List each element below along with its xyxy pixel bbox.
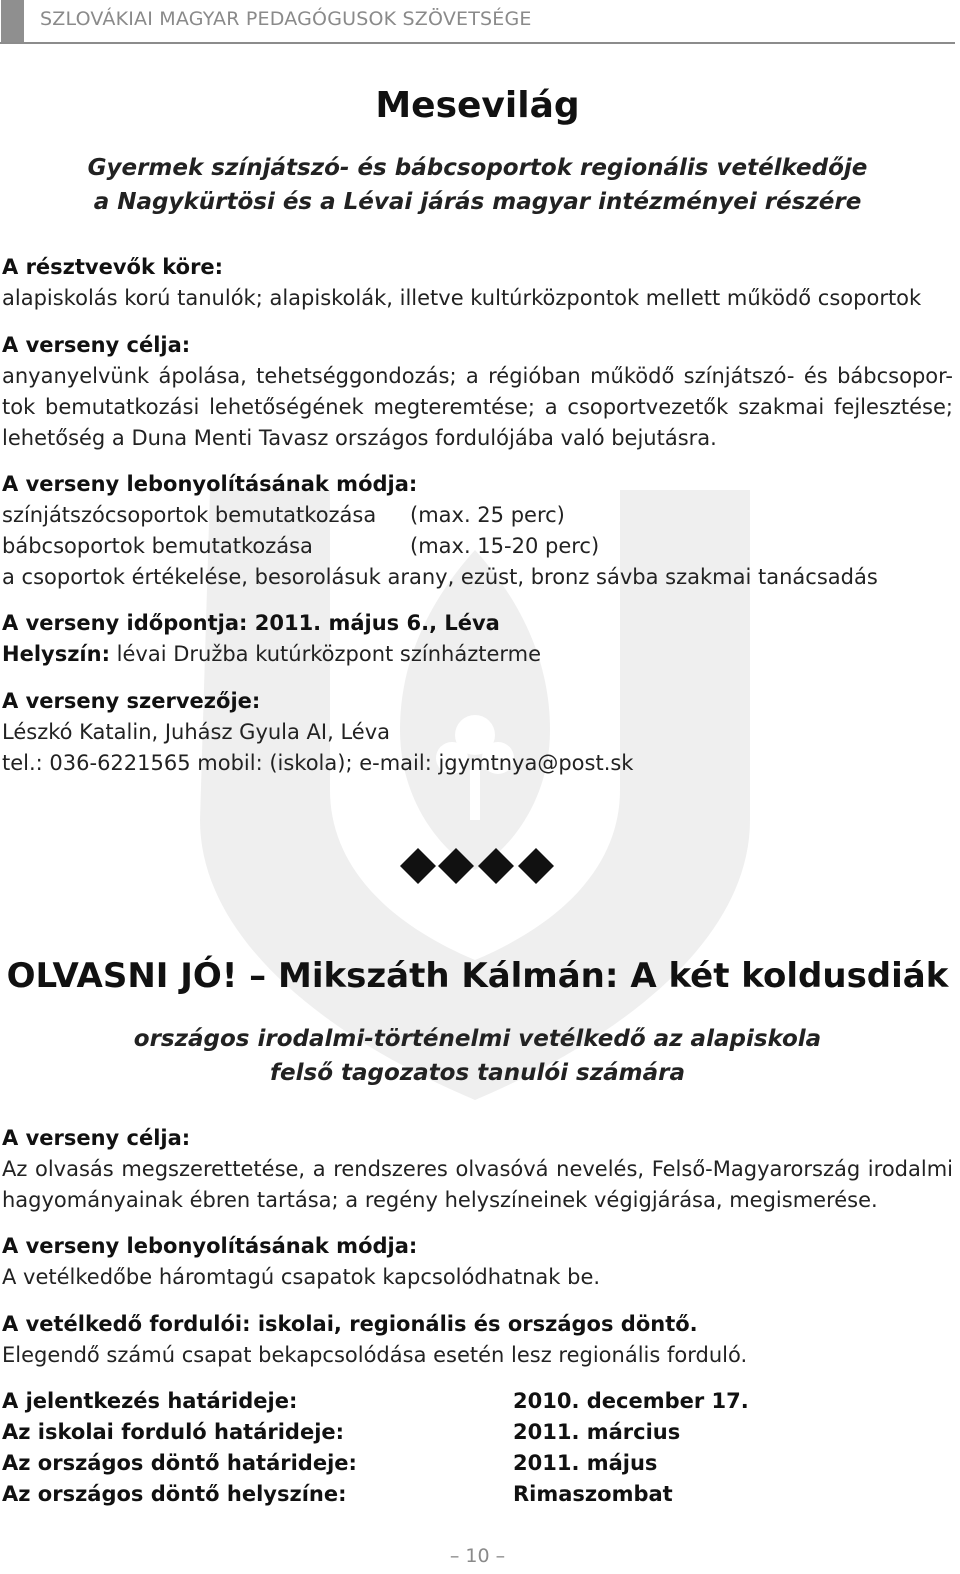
diamond-icon: [400, 848, 436, 884]
section2-method-label: A verseny lebonyolításának módja:: [2, 1234, 418, 1258]
goal-line-2: tok bemutatkozási lehetőségének megteremtése; a csoportvezetők szakmai fejlesztése;: [2, 395, 953, 419]
deadline-label-school-round: Az iskolai forduló határideje:: [2, 1420, 345, 1444]
diamond-icon: [518, 848, 554, 884]
page-number: – 10 –: [449, 1545, 506, 1567]
section1-title: Mesevilág: [375, 85, 580, 126]
contact-line: tel.: 036-6221565 mobil: (iskola); e-mail: jgymtnya@post.sk: [2, 751, 634, 775]
deadline-value-school-round: 2011. március: [513, 1420, 681, 1444]
venue-text: lévai Družba kutúrközpont színházterme: [109, 642, 542, 666]
deadline-value-national-final: 2011. május: [513, 1451, 658, 1475]
deadline-label-registration: A jelentkezés határideje:: [2, 1389, 298, 1413]
method-label: A verseny lebonyolításának módja:: [2, 472, 418, 496]
method-row2-activity: bábcsoportok bemutatkozása: [2, 534, 313, 558]
deadline-label-national-final: Az országos döntő határideje:: [2, 1451, 357, 1475]
method-line-3: a csoportok értékelése, besorolásuk arany, ezüst, bronz sávba szakmai tanácsadás: [2, 565, 878, 589]
rounds-label: A vetélkedő fordulói: iskolai, regionális és országos döntő.: [2, 1312, 698, 1336]
section2-subtitle-line2: felső tagozatos tanulói számára: [270, 1060, 685, 1086]
header-accent-bar: [1, 0, 24, 42]
final-venue-label: Az országos döntő helyszíne:: [2, 1482, 347, 1506]
deadline-value-registration: 2010. december 17.: [513, 1389, 749, 1413]
section2-subtitle-line1: országos irodalmi-történelmi vetélkedő az alapiskola: [133, 1026, 822, 1052]
diamond-icon: [438, 848, 474, 884]
final-venue-value: Rimaszombat: [513, 1482, 673, 1506]
date-line: A verseny időpontja: 2011. május 6., Léva: [2, 611, 500, 635]
participants-text: alapiskolás korú tanulók; alapiskolák, illetve kultúrközpontok mellett működő csoportok: [2, 286, 922, 310]
rounds-text: Elegendő számú csapat bekapcsolódása esetén lesz regionális forduló.: [2, 1343, 748, 1367]
section1-subtitle-line2: a Nagykürtösi és a Lévai járás magyar intézményei részére: [93, 189, 862, 215]
section2-goal-line-2: hagyományainak ébren tartása; a regény helyszíneinek végigjárása, megismerése.: [2, 1188, 878, 1212]
goal-line-1: anyanyelvünk ápolása, tehetséggondozás; a régióban működő színjátszó- és bábcsopor-: [2, 364, 953, 388]
diamond-icon: [478, 848, 514, 884]
organizer-label: A verseny szervezője:: [2, 689, 261, 713]
method-row1-activity: színjátszócsoportok bemutatkozása: [2, 503, 377, 527]
section2-method-text: A vetélkedőbe háromtagú csapatok kapcsolódhatnak be.: [2, 1265, 601, 1289]
venue-label: Helyszín:: [2, 642, 110, 666]
running-header: [0, 0, 955, 44]
diamond-separator: [398, 846, 558, 886]
organizer-text: Lészkó Katalin, Juhász Gyula AI, Léva: [2, 720, 391, 744]
section2-title: OLVASNI JÓ! – Mikszáth Kálmán: A két koldusdiák: [6, 956, 949, 996]
method-row1-duration: (max. 25 perc): [410, 503, 565, 527]
venue-line: [2, 641, 541, 667]
section2-goal-label: A verseny célja:: [2, 1126, 191, 1150]
method-row2-duration: (max. 15-20 perc): [410, 534, 600, 558]
section2-goal-line-1: Az olvasás megszerettetése, a rendszeres olvasóvá nevelés, Felső-Magyarország irodalmi: [2, 1157, 953, 1181]
header-organization: SZLOVÁKIAI MAGYAR PEDAGÓGUSOK SZÖVETSÉGE: [40, 8, 532, 30]
participants-label: A résztvevők köre:: [2, 255, 224, 279]
goal-line-3: lehetőség a Duna Menti Tavasz országos fordulójába való bejutásra.: [2, 426, 717, 450]
goal-label: A verseny célja:: [2, 333, 191, 357]
section1-subtitle-line1: Gyermek színjátszó- és bábcsoportok regionális vetélkedője: [87, 155, 868, 181]
